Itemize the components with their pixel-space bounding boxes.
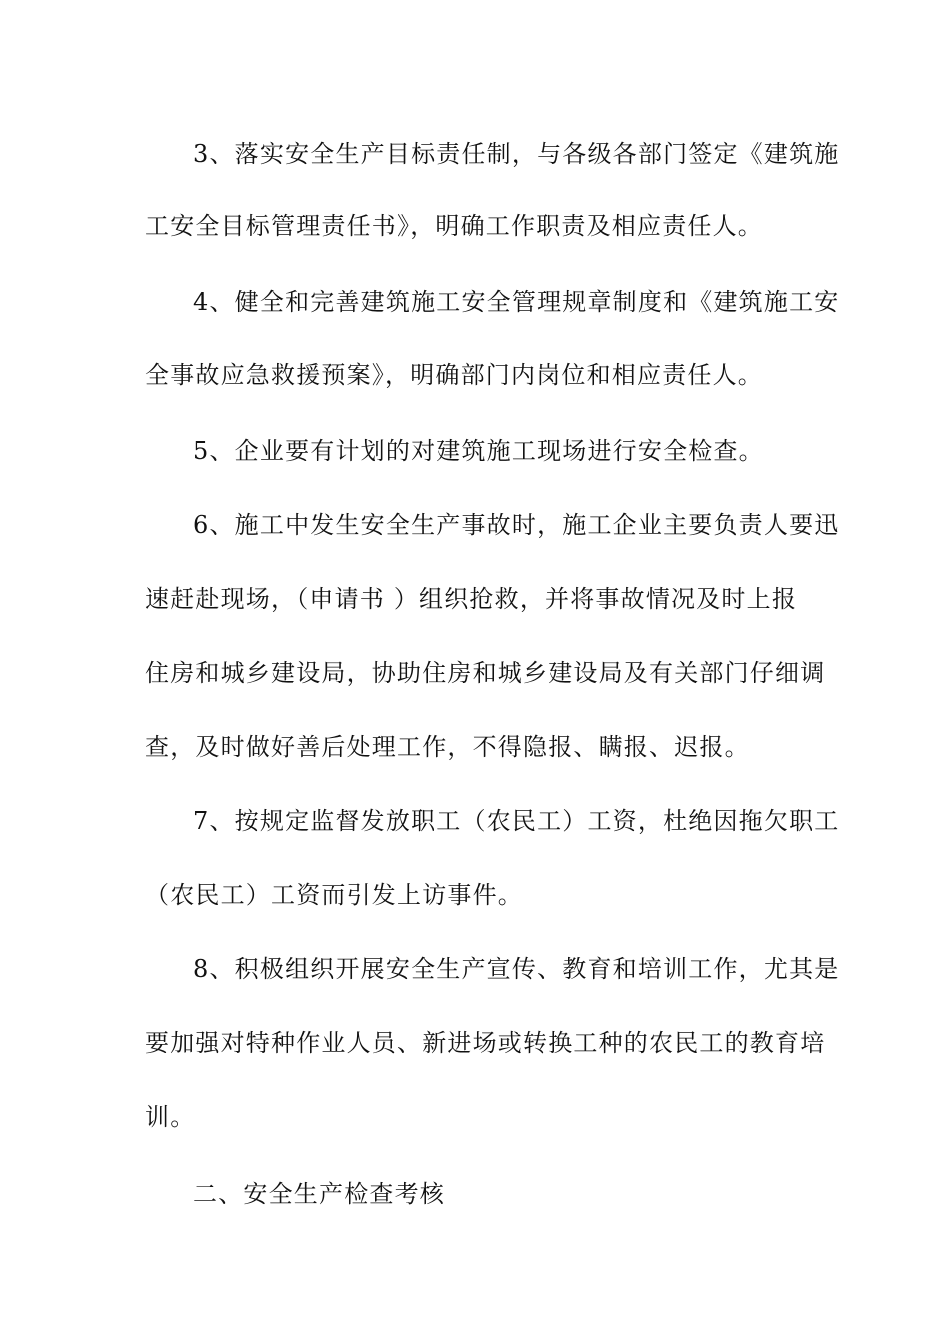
- paragraph-4-line-2: 全事故应急救援预案》，明确部门内岗位和相应责任人。: [145, 361, 763, 389]
- paragraph-6-line-3: 住房和城乡建设局，协助住房和城乡建设局及有关部门仔细调: [145, 659, 826, 687]
- paragraph-4-line-1: 4、健全和完善建筑施工安全管理规章制度和《建筑施工安: [193, 288, 840, 316]
- paragraph-5-line-1: 5、企业要有计划的对建筑施工现场进行安全检查。: [193, 437, 764, 465]
- paragraph-6-line-1: 6、施工中发生安全生产事故时，施工企业主要负责人要迅: [193, 511, 840, 539]
- paragraph-6-line-4: 查，及时做好善后处理工作，不得隐报、瞒报、迟报。: [145, 733, 750, 761]
- paragraph-3-line-2: 工安全目标管理责任书》，明确工作职责及相应责任人。: [145, 212, 763, 240]
- paragraph-8-line-3: 训。: [145, 1103, 196, 1131]
- section-heading: 二、安全生产检查考核: [193, 1180, 445, 1208]
- paragraph-3-line-1: 3、落实安全生产目标责任制，与各级各部门签定《建筑施: [193, 140, 840, 168]
- paragraph-8-line-1: 8、积极组织开展安全生产宣传、教育和培训工作，尤其是: [193, 955, 840, 983]
- paragraph-7-line-2: （农民工）工资而引发上访事件。: [145, 881, 523, 909]
- paragraph-6-line-2: 速赶赴现场，（申请书 ）组织抢救，并将事故情况及时上报: [145, 585, 798, 613]
- paragraph-7-line-1: 7、按规定监督发放职工（农民工）工资，杜绝因拖欠职工: [193, 807, 840, 835]
- paragraph-8-line-2: 要加强对特种作业人员、新进场或转换工种的农民工的教育培: [145, 1029, 826, 1057]
